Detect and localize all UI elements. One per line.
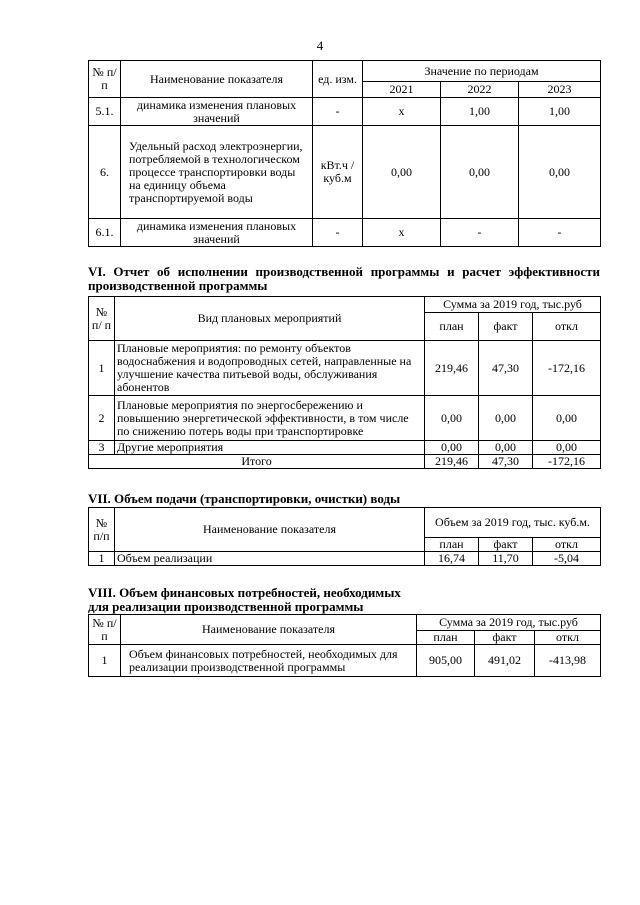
section-vi-heading: VI. Отчет об исполнении производственной программы и расчет эффективности производственной программы (88, 264, 600, 293)
row-value: 0,00 (519, 126, 601, 219)
row-name: Объем финансовых потребностей, необходимых для реализации производственной программы (121, 645, 417, 677)
row-fact: 0,00 (479, 441, 533, 455)
header-plan: план (425, 313, 479, 341)
row-value: х (363, 219, 441, 247)
header-no: № п/п (89, 615, 121, 645)
total-dev: -172,16 (533, 455, 601, 469)
row-dev: -413,98 (535, 645, 601, 677)
page-number: 4 (316, 38, 324, 53)
total-row (89, 455, 601, 469)
header-name: Наименование показателя (115, 508, 425, 552)
table-row (89, 645, 601, 677)
total-plan: 219,46 (425, 455, 479, 469)
header-fact: факт (475, 631, 535, 645)
header-no: № п/п (89, 508, 115, 552)
year-2022: 2022 (441, 82, 519, 98)
header-name: Наименование показателя (121, 61, 313, 98)
table-row (89, 98, 601, 126)
indicators-table (88, 60, 601, 247)
header-name: Наименование показателя (121, 615, 417, 645)
header-dev: откл (533, 538, 601, 552)
row-value: 0,00 (363, 126, 441, 219)
row-name: Другие мероприятия (115, 441, 425, 455)
header-fact: факт (479, 538, 533, 552)
row-name: Плановые мероприятия: по ремонту объектов водоснабжения и водопроводных сетей, направленные на улучшение качества питьевой воды, обслуживания абонентов (115, 341, 425, 396)
table-row (89, 441, 601, 455)
row-value: 1,00 (441, 98, 519, 126)
header-sum: Сумма за 2019 год, тыс.руб (425, 297, 601, 313)
row-unit: - (313, 98, 363, 126)
row-no: 1 (89, 645, 121, 677)
table-row (89, 126, 601, 219)
row-no: 1 (89, 552, 115, 566)
header-unit: ед. изм. (313, 61, 363, 98)
row-value: - (441, 219, 519, 247)
header-sum: Сумма за 2019 год, тыс.руб (417, 615, 601, 631)
row-unit: кВт.ч / куб.м (313, 126, 363, 219)
section-vii-heading: VII. Объем подачи (транспортировки, очистки) воды (88, 491, 401, 506)
row-dev: -5,04 (533, 552, 601, 566)
header-fact: факт (479, 313, 533, 341)
row-dev: 0,00 (533, 441, 601, 455)
header-plan: план (417, 631, 475, 645)
program-report-table (88, 296, 601, 469)
header-sum: Объем за 2019 год, тыс. куб.м. (425, 508, 601, 538)
water-volume-table (88, 507, 601, 566)
financial-needs-table (88, 614, 601, 677)
row-fact: 491,02 (475, 645, 535, 677)
row-unit: - (313, 219, 363, 247)
row-name: динамика изменения плановых значений (121, 219, 313, 247)
header-dev: откл (533, 313, 601, 341)
row-name: динамика изменения плановых значений (121, 98, 313, 126)
row-fact: 11,70 (479, 552, 533, 566)
row-value: - (519, 219, 601, 247)
row-fact: 0,00 (479, 396, 533, 441)
header-period: Значение по периодам (363, 61, 601, 82)
table-row (89, 341, 601, 396)
row-value: 0,00 (441, 126, 519, 219)
row-no: 3 (89, 441, 115, 455)
row-no: 1 (89, 341, 115, 396)
total-label: Итого (89, 455, 425, 469)
year-2023: 2023 (519, 82, 601, 98)
row-dev: 0,00 (533, 396, 601, 441)
header-plan: план (425, 538, 479, 552)
row-plan: 219,46 (425, 341, 479, 396)
header-dev: откл (535, 631, 601, 645)
row-plan: 0,00 (425, 396, 479, 441)
table-row (89, 552, 601, 566)
row-no: 6.1. (89, 219, 121, 247)
row-fact: 47,30 (479, 341, 533, 396)
row-value: х (363, 98, 441, 126)
row-name: Удельный расход электроэнергии, потребляемой в технологическом процессе транспортировки воды на единицу объема транспортируемой воды (121, 126, 313, 219)
header-no: № п/ п (89, 297, 115, 341)
row-name: Плановые мероприятия по энергосбережению и повышению энергетической эффективности, в том числе по снижению потерь воды при транспортировке (115, 396, 425, 441)
row-name: Объем реализации (115, 552, 425, 566)
row-plan: 0,00 (425, 441, 479, 455)
header-kind: Вид плановых мероприятий (115, 297, 425, 341)
table-row (89, 396, 601, 441)
row-dev: -172,16 (533, 341, 601, 396)
header-no: № п/п (89, 61, 121, 98)
table-row (89, 219, 601, 247)
row-no: 6. (89, 126, 121, 219)
section-viii-heading: VIII. Объем финансовых потребностей, необходимых для реализации производственной программы (88, 585, 401, 614)
row-no: 2 (89, 396, 115, 441)
row-plan: 905,00 (417, 645, 475, 677)
row-plan: 16,74 (425, 552, 479, 566)
year-2021: 2021 (363, 82, 441, 98)
row-value: 1,00 (519, 98, 601, 126)
total-fact: 47,30 (479, 455, 533, 469)
row-no: 5.1. (89, 98, 121, 126)
